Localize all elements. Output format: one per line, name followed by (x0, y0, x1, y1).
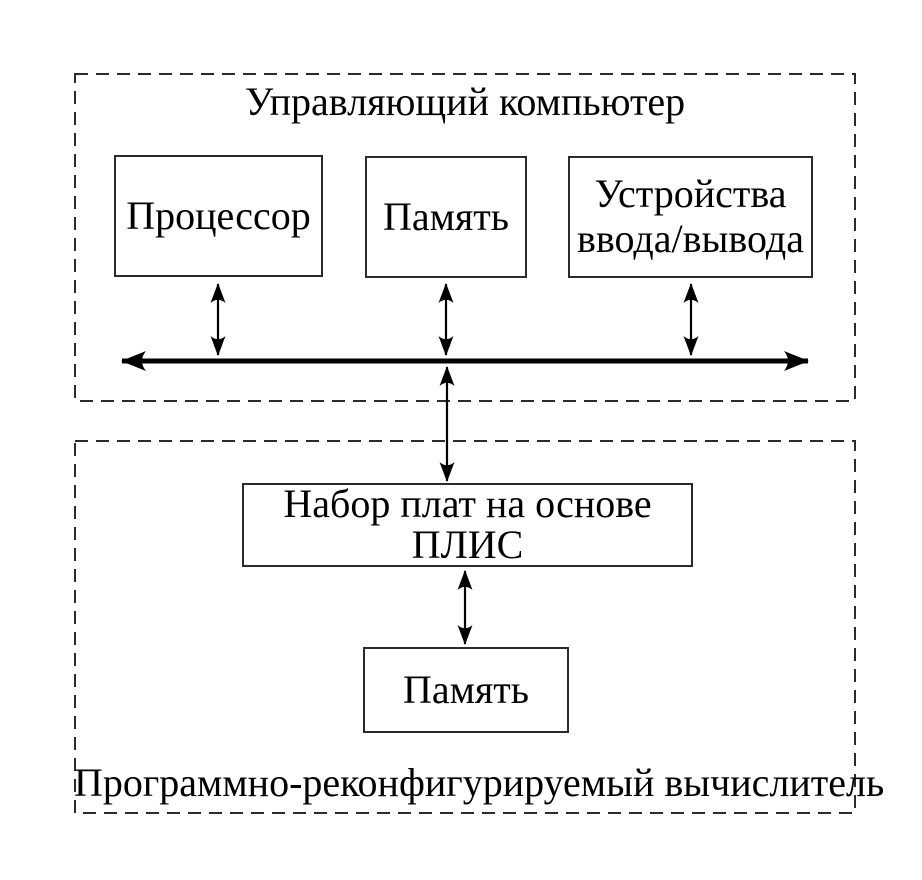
processor-label: Процессор (126, 192, 311, 238)
fpga-board-set-label-line1: Набор плат на основе (283, 481, 652, 527)
reconfigurable-memory-label: Память (402, 666, 530, 712)
io-devices-label-line1: Устройства (594, 171, 787, 217)
io-devices-label-line2: ввода/вывода (577, 216, 804, 261)
reconfigurable-memory-box (363, 647, 569, 733)
fpga-board-set-label-line2: ПЛИС (411, 522, 524, 567)
memory-label: Память (382, 193, 510, 239)
control-computer-title: Управляющий компьютер (244, 79, 686, 124)
processor-box (114, 155, 323, 277)
io-devices-box (568, 156, 813, 278)
reconfigurable-computer-title: Программно-реконфигурируемый вычислитель (74, 760, 885, 805)
memory-box (365, 156, 527, 278)
fpga-board-set-box (242, 483, 693, 567)
